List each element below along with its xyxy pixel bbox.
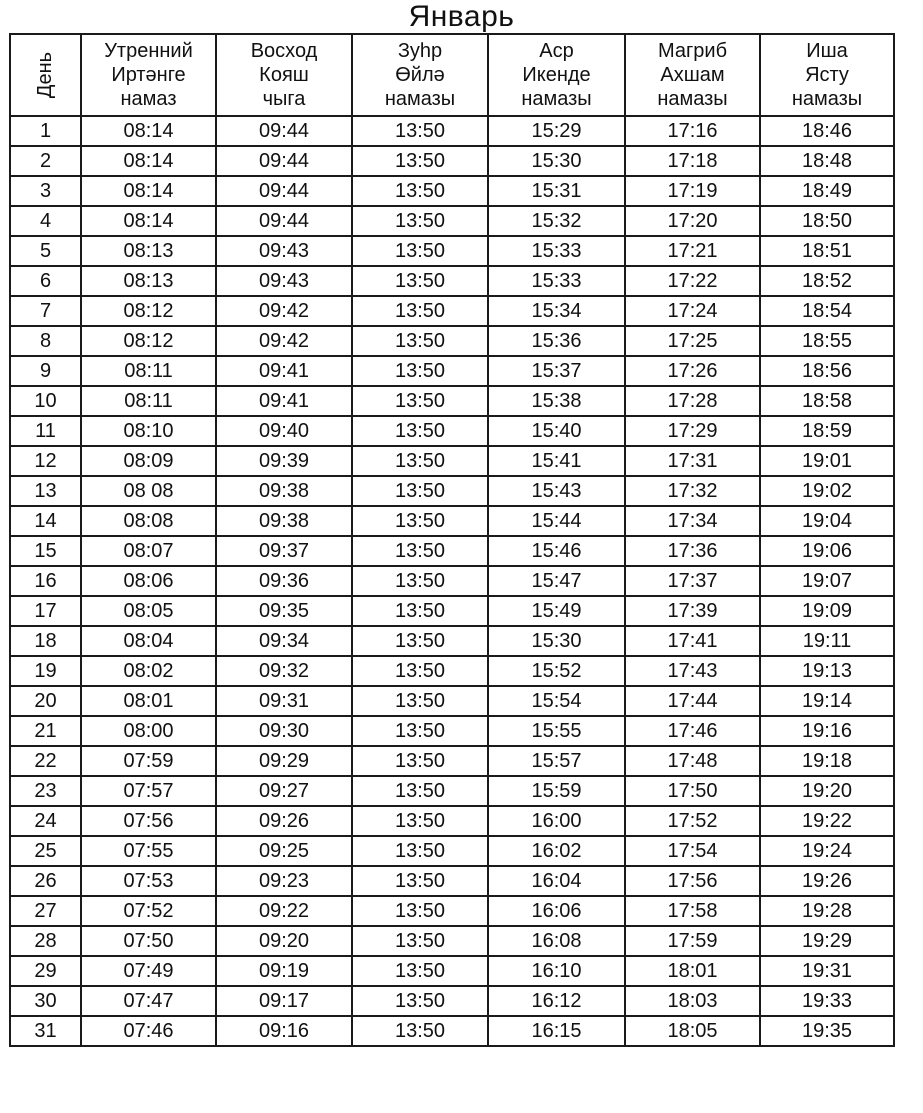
cell-dhuhr: 13:50 — [352, 386, 488, 416]
cell-dhuhr: 13:50 — [352, 416, 488, 446]
cell-asr: 15:29 — [488, 116, 625, 146]
header-sunrise — [216, 34, 352, 116]
cell-dhuhr: 13:50 — [352, 926, 488, 956]
header-asr-line-2: Икенде — [522, 64, 591, 86]
table-row — [10, 746, 894, 776]
cell-sunrise: 09:27 — [216, 776, 352, 806]
cell-dhuhr: 13:50 — [352, 686, 488, 716]
cell-isha: 19:09 — [760, 596, 894, 626]
cell-maghrib: 17:34 — [625, 506, 760, 536]
table-row — [10, 926, 894, 956]
cell-day: 14 — [10, 506, 81, 536]
cell-isha: 19:31 — [760, 956, 894, 986]
cell-dhuhr: 13:50 — [352, 746, 488, 776]
cell-asr: 16:02 — [488, 836, 625, 866]
cell-day: 27 — [10, 896, 81, 926]
cell-day: 26 — [10, 866, 81, 896]
cell-maghrib: 17:54 — [625, 836, 760, 866]
cell-fajr: 08:07 — [81, 536, 216, 566]
cell-maghrib: 17:52 — [625, 806, 760, 836]
cell-fajr: 08:05 — [81, 596, 216, 626]
cell-maghrib: 17:43 — [625, 656, 760, 686]
cell-day: 7 — [10, 296, 81, 326]
cell-dhuhr: 13:50 — [352, 116, 488, 146]
table-row — [10, 326, 894, 356]
cell-isha: 18:48 — [760, 146, 894, 176]
cell-day: 18 — [10, 626, 81, 656]
cell-asr: 15:47 — [488, 566, 625, 596]
cell-fajr: 08 08 — [81, 476, 216, 506]
cell-isha: 19:06 — [760, 536, 894, 566]
cell-dhuhr: 13:50 — [352, 266, 488, 296]
cell-isha: 18:52 — [760, 266, 894, 296]
cell-maghrib: 17:36 — [625, 536, 760, 566]
cell-maghrib: 17:20 — [625, 206, 760, 236]
cell-dhuhr: 13:50 — [352, 776, 488, 806]
header-maghrib — [625, 34, 760, 116]
cell-maghrib: 18:05 — [625, 1016, 760, 1046]
header-isha-line-3: намазы — [791, 88, 863, 110]
cell-dhuhr: 13:50 — [352, 296, 488, 326]
header-maghrib-line-2: Ахшам — [660, 64, 725, 86]
header-isha-line-1: Иша — [806, 40, 848, 62]
cell-day: 19 — [10, 656, 81, 686]
cell-dhuhr: 13:50 — [352, 446, 488, 476]
cell-maghrib: 18:03 — [625, 986, 760, 1016]
cell-asr: 15:33 — [488, 266, 625, 296]
cell-fajr: 07:50 — [81, 926, 216, 956]
cell-maghrib: 17:19 — [625, 176, 760, 206]
cell-day: 16 — [10, 566, 81, 596]
cell-isha: 19:16 — [760, 716, 894, 746]
table-row — [10, 896, 894, 926]
cell-maghrib: 17:29 — [625, 416, 760, 446]
cell-day: 21 — [10, 716, 81, 746]
cell-dhuhr: 13:50 — [352, 536, 488, 566]
table-row — [10, 296, 894, 326]
cell-asr: 15:30 — [488, 626, 625, 656]
cell-maghrib: 17:32 — [625, 476, 760, 506]
cell-dhuhr: 13:50 — [352, 806, 488, 836]
cell-sunrise: 09:43 — [216, 266, 352, 296]
cell-asr: 16:08 — [488, 926, 625, 956]
cell-asr: 16:00 — [488, 806, 625, 836]
cell-sunrise: 09:19 — [216, 956, 352, 986]
header-row — [10, 34, 894, 116]
cell-dhuhr: 13:50 — [352, 566, 488, 596]
cell-dhuhr: 13:50 — [352, 716, 488, 746]
cell-fajr: 08:11 — [81, 356, 216, 386]
cell-isha: 19:35 — [760, 1016, 894, 1046]
cell-maghrib: 17:39 — [625, 596, 760, 626]
cell-sunrise: 09:17 — [216, 986, 352, 1016]
cell-dhuhr: 13:50 — [352, 506, 488, 536]
cell-sunrise: 09:38 — [216, 506, 352, 536]
cell-isha: 19:18 — [760, 746, 894, 776]
header-asr — [488, 34, 625, 116]
cell-fajr: 07:56 — [81, 806, 216, 836]
table-row — [10, 266, 894, 296]
table-row — [10, 146, 894, 176]
cell-sunrise: 09:30 — [216, 716, 352, 746]
cell-isha: 19:20 — [760, 776, 894, 806]
cell-asr: 16:06 — [488, 896, 625, 926]
cell-isha: 19:07 — [760, 566, 894, 596]
cell-isha: 19:02 — [760, 476, 894, 506]
cell-dhuhr: 13:50 — [352, 236, 488, 266]
table-row — [10, 806, 894, 836]
cell-asr: 15:55 — [488, 716, 625, 746]
cell-day: 11 — [10, 416, 81, 446]
cell-sunrise: 09:31 — [216, 686, 352, 716]
cell-maghrib: 17:50 — [625, 776, 760, 806]
header-dhuhr-line-2: Өйлә — [395, 64, 445, 86]
cell-asr: 16:15 — [488, 1016, 625, 1046]
cell-isha: 18:46 — [760, 116, 894, 146]
cell-day: 28 — [10, 926, 81, 956]
cell-fajr: 07:46 — [81, 1016, 216, 1046]
table-row — [10, 206, 894, 236]
cell-sunrise: 09:38 — [216, 476, 352, 506]
header-maghrib-line-1: Магриб — [657, 40, 728, 62]
cell-dhuhr: 13:50 — [352, 896, 488, 926]
cell-asr: 15:59 — [488, 776, 625, 806]
cell-maghrib: 17:37 — [625, 566, 760, 596]
cell-maghrib: 17:58 — [625, 896, 760, 926]
cell-day: 3 — [10, 176, 81, 206]
cell-asr: 15:44 — [488, 506, 625, 536]
cell-sunrise: 09:39 — [216, 446, 352, 476]
cell-isha: 19:14 — [760, 686, 894, 716]
cell-maghrib: 17:18 — [625, 146, 760, 176]
prayer-times-table — [9, 33, 895, 1047]
cell-sunrise: 09:34 — [216, 626, 352, 656]
cell-sunrise: 09:29 — [216, 746, 352, 776]
cell-fajr: 07:49 — [81, 956, 216, 986]
cell-asr: 15:40 — [488, 416, 625, 446]
table-body — [10, 116, 894, 1046]
cell-fajr: 08:14 — [81, 116, 216, 146]
cell-isha: 18:49 — [760, 176, 894, 206]
cell-dhuhr: 13:50 — [352, 596, 488, 626]
cell-fajr: 08:09 — [81, 446, 216, 476]
cell-isha: 19:22 — [760, 806, 894, 836]
header-isha-line-2: Ясту — [805, 64, 849, 86]
table-row — [10, 986, 894, 1016]
cell-isha: 19:29 — [760, 926, 894, 956]
cell-asr: 15:37 — [488, 356, 625, 386]
cell-asr: 15:33 — [488, 236, 625, 266]
cell-isha: 19:04 — [760, 506, 894, 536]
cell-fajr: 07:53 — [81, 866, 216, 896]
cell-dhuhr: 13:50 — [352, 956, 488, 986]
table-row — [10, 776, 894, 806]
cell-dhuhr: 13:50 — [352, 206, 488, 236]
header-fajr-line-3: намаз — [120, 88, 177, 110]
cell-fajr: 08:02 — [81, 656, 216, 686]
cell-day: 22 — [10, 746, 81, 776]
header-sunrise-line-1: Восход — [250, 40, 318, 62]
cell-isha: 19:28 — [760, 896, 894, 926]
cell-sunrise: 09:41 — [216, 356, 352, 386]
cell-dhuhr: 13:50 — [352, 476, 488, 506]
cell-fajr: 08:00 — [81, 716, 216, 746]
cell-day: 10 — [10, 386, 81, 416]
table-row — [10, 566, 894, 596]
cell-day: 12 — [10, 446, 81, 476]
table-row — [10, 536, 894, 566]
cell-asr: 15:38 — [488, 386, 625, 416]
cell-asr: 15:52 — [488, 656, 625, 686]
header-dhuhr — [352, 34, 488, 116]
header-asr-line-3: намазы — [521, 88, 592, 110]
cell-sunrise: 09:22 — [216, 896, 352, 926]
cell-asr: 15:43 — [488, 476, 625, 506]
table-row — [10, 626, 894, 656]
table-row — [10, 686, 894, 716]
cell-asr: 15:30 — [488, 146, 625, 176]
table-row — [10, 836, 894, 866]
table-row — [10, 386, 894, 416]
header-isha — [760, 34, 894, 116]
cell-dhuhr: 13:50 — [352, 986, 488, 1016]
cell-day: 13 — [10, 476, 81, 506]
cell-maghrib: 17:22 — [625, 266, 760, 296]
cell-maghrib: 17:25 — [625, 326, 760, 356]
cell-fajr: 08:12 — [81, 296, 216, 326]
cell-dhuhr: 13:50 — [352, 146, 488, 176]
cell-asr: 16:04 — [488, 866, 625, 896]
cell-maghrib: 17:28 — [625, 386, 760, 416]
cell-sunrise: 09:35 — [216, 596, 352, 626]
cell-isha: 18:51 — [760, 236, 894, 266]
cell-fajr: 08:13 — [81, 236, 216, 266]
header-sunrise-line-3: чыга — [262, 88, 306, 110]
cell-isha: 18:58 — [760, 386, 894, 416]
cell-sunrise: 09:16 — [216, 1016, 352, 1046]
cell-fajr: 08:04 — [81, 626, 216, 656]
cell-day: 24 — [10, 806, 81, 836]
cell-asr: 16:12 — [488, 986, 625, 1016]
cell-maghrib: 17:24 — [625, 296, 760, 326]
header-maghrib-line-3: намазы — [657, 88, 728, 110]
cell-sunrise: 09:41 — [216, 386, 352, 416]
table-row — [10, 236, 894, 266]
cell-isha: 18:59 — [760, 416, 894, 446]
cell-day: 17 — [10, 596, 81, 626]
table-row — [10, 116, 894, 146]
cell-fajr: 07:55 — [81, 836, 216, 866]
cell-day: 23 — [10, 776, 81, 806]
cell-isha: 19:13 — [760, 656, 894, 686]
cell-isha: 18:55 — [760, 326, 894, 356]
cell-maghrib: 17:41 — [625, 626, 760, 656]
cell-fajr: 08:10 — [81, 416, 216, 446]
header-dhuhr-line-3: намазы — [384, 88, 456, 110]
cell-isha: 19:01 — [760, 446, 894, 476]
table-row — [10, 716, 894, 746]
cell-isha: 19:11 — [760, 626, 894, 656]
cell-asr: 15:54 — [488, 686, 625, 716]
cell-sunrise: 09:44 — [216, 116, 352, 146]
table-row — [10, 176, 894, 206]
cell-day: 1 — [10, 116, 81, 146]
table-row — [10, 506, 894, 536]
cell-day: 6 — [10, 266, 81, 296]
cell-asr: 15:46 — [488, 536, 625, 566]
cell-fajr: 08:08 — [81, 506, 216, 536]
cell-dhuhr: 13:50 — [352, 356, 488, 386]
cell-day: 9 — [10, 356, 81, 386]
cell-sunrise: 09:43 — [216, 236, 352, 266]
cell-fajr: 07:57 — [81, 776, 216, 806]
cell-day: 15 — [10, 536, 81, 566]
cell-day: 20 — [10, 686, 81, 716]
table-row — [10, 866, 894, 896]
cell-fajr: 07:52 — [81, 896, 216, 926]
cell-maghrib: 17:16 — [625, 116, 760, 146]
cell-day: 5 — [10, 236, 81, 266]
cell-maghrib: 17:31 — [625, 446, 760, 476]
header-day-label: День — [34, 51, 57, 99]
header-dhuhr-line-1: Зуһр — [397, 40, 443, 62]
cell-isha: 19:24 — [760, 836, 894, 866]
cell-fajr: 08:14 — [81, 206, 216, 236]
cell-fajr: 08:14 — [81, 146, 216, 176]
cell-asr: 15:32 — [488, 206, 625, 236]
cell-maghrib: 17:56 — [625, 866, 760, 896]
cell-fajr: 08:11 — [81, 386, 216, 416]
cell-sunrise: 09:20 — [216, 926, 352, 956]
cell-sunrise: 09:42 — [216, 326, 352, 356]
table-row — [10, 356, 894, 386]
cell-asr: 15:36 — [488, 326, 625, 356]
header-fajr-line-1: Утренний — [104, 40, 193, 62]
cell-dhuhr: 13:50 — [352, 656, 488, 686]
table-row — [10, 446, 894, 476]
cell-sunrise: 09:44 — [216, 206, 352, 236]
cell-day: 29 — [10, 956, 81, 986]
header-fajr — [81, 34, 216, 116]
cell-asr: 15:31 — [488, 176, 625, 206]
cell-day: 25 — [10, 836, 81, 866]
cell-asr: 15:57 — [488, 746, 625, 776]
cell-sunrise: 09:26 — [216, 806, 352, 836]
cell-maghrib: 17:46 — [625, 716, 760, 746]
cell-maghrib: 17:21 — [625, 236, 760, 266]
cell-fajr: 08:13 — [81, 266, 216, 296]
cell-dhuhr: 13:50 — [352, 176, 488, 206]
cell-sunrise: 09:23 — [216, 866, 352, 896]
cell-sunrise: 09:44 — [216, 176, 352, 206]
cell-sunrise: 09:40 — [216, 416, 352, 446]
cell-sunrise: 09:44 — [216, 146, 352, 176]
cell-dhuhr: 13:50 — [352, 866, 488, 896]
table-row — [10, 956, 894, 986]
table-row — [10, 596, 894, 626]
cell-dhuhr: 13:50 — [352, 836, 488, 866]
header-sunrise-line-2: Кояш — [259, 64, 309, 86]
cell-fajr: 08:01 — [81, 686, 216, 716]
cell-sunrise: 09:25 — [216, 836, 352, 866]
cell-asr: 15:49 — [488, 596, 625, 626]
header-day — [10, 34, 81, 116]
table-row — [10, 476, 894, 506]
cell-fajr: 08:12 — [81, 326, 216, 356]
cell-day: 30 — [10, 986, 81, 1016]
cell-fajr: 08:14 — [81, 176, 216, 206]
cell-isha: 19:26 — [760, 866, 894, 896]
cell-sunrise: 09:37 — [216, 536, 352, 566]
table-row — [10, 416, 894, 446]
cell-maghrib: 17:59 — [625, 926, 760, 956]
cell-isha: 18:56 — [760, 356, 894, 386]
cell-day: 2 — [10, 146, 81, 176]
cell-maghrib: 17:26 — [625, 356, 760, 386]
cell-fajr: 07:59 — [81, 746, 216, 776]
cell-dhuhr: 13:50 — [352, 326, 488, 356]
cell-sunrise: 09:32 — [216, 656, 352, 686]
cell-isha: 19:33 — [760, 986, 894, 1016]
cell-dhuhr: 13:50 — [352, 1016, 488, 1046]
cell-dhuhr: 13:50 — [352, 626, 488, 656]
cell-asr: 15:34 — [488, 296, 625, 326]
cell-day: 8 — [10, 326, 81, 356]
cell-asr: 16:10 — [488, 956, 625, 986]
cell-day: 4 — [10, 206, 81, 236]
cell-day: 31 — [10, 1016, 81, 1046]
cell-maghrib: 17:44 — [625, 686, 760, 716]
table-row — [10, 656, 894, 686]
header-fajr-line-2: Иртәнге — [111, 64, 186, 86]
cell-maghrib: 18:01 — [625, 956, 760, 986]
table-row — [10, 1016, 894, 1046]
cell-sunrise: 09:36 — [216, 566, 352, 596]
cell-isha: 18:50 — [760, 206, 894, 236]
cell-fajr: 08:06 — [81, 566, 216, 596]
cell-maghrib: 17:48 — [625, 746, 760, 776]
cell-fajr: 07:47 — [81, 986, 216, 1016]
cell-sunrise: 09:42 — [216, 296, 352, 326]
page-title: Январь — [408, 0, 515, 33]
cell-isha: 18:54 — [760, 296, 894, 326]
header-asr-line-1: Аср — [539, 40, 574, 62]
cell-asr: 15:41 — [488, 446, 625, 476]
